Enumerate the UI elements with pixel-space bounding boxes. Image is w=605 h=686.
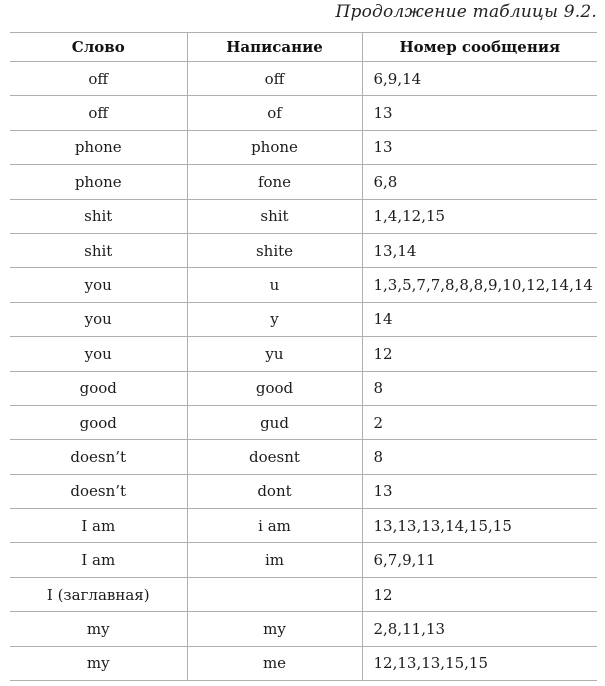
table-row bbox=[10, 371, 597, 405]
spelling-cell: yu bbox=[187, 337, 362, 371]
spelling-cell: phone bbox=[187, 130, 362, 164]
messages-cell: 6,7,9,11 bbox=[362, 543, 597, 577]
messages-cell: 13 bbox=[362, 96, 597, 130]
table-row bbox=[10, 62, 597, 96]
messages-cell: 8 bbox=[362, 371, 597, 405]
messages-cell: 13,14 bbox=[362, 233, 597, 267]
table-row bbox=[10, 337, 597, 371]
table-row bbox=[10, 440, 597, 474]
messages-cell: 14 bbox=[362, 302, 597, 336]
spelling-cell: y bbox=[187, 302, 362, 336]
column-header-word: Слово bbox=[10, 33, 187, 62]
messages-cell: 12,13,13,15,15 bbox=[362, 646, 597, 680]
spelling-cell: dont bbox=[187, 474, 362, 508]
table-row bbox=[10, 543, 597, 577]
spelling-cell: off bbox=[187, 62, 362, 96]
table-header-row bbox=[10, 33, 597, 62]
spelling-cell: fone bbox=[187, 165, 362, 199]
table-row bbox=[10, 302, 597, 336]
column-header-spelling: Написание bbox=[187, 33, 362, 62]
table-row bbox=[10, 268, 597, 302]
word-cell: I am bbox=[10, 543, 187, 577]
table-row bbox=[10, 96, 597, 130]
word-cell: I (заглавная) bbox=[10, 577, 187, 611]
table-row bbox=[10, 509, 597, 543]
spelling-cell: i am bbox=[187, 509, 362, 543]
table-continuation-caption: Продолжение таблицы 9.2. bbox=[335, 2, 597, 22]
word-cell: phone bbox=[10, 130, 187, 164]
messages-cell: 13 bbox=[362, 474, 597, 508]
word-cell: you bbox=[10, 302, 187, 336]
word-cell: my bbox=[10, 612, 187, 646]
spelling-cell: u bbox=[187, 268, 362, 302]
spelling-cell bbox=[187, 577, 362, 611]
word-cell: phone bbox=[10, 165, 187, 199]
spelling-cell: of bbox=[187, 96, 362, 130]
messages-cell: 1,4,12,15 bbox=[362, 199, 597, 233]
messages-cell: 2 bbox=[362, 405, 597, 439]
table-row bbox=[10, 646, 597, 680]
messages-cell: 12 bbox=[362, 577, 597, 611]
spelling-cell: my bbox=[187, 612, 362, 646]
word-cell: doesn’t bbox=[10, 474, 187, 508]
messages-cell: 13 bbox=[362, 130, 597, 164]
table-row bbox=[10, 165, 597, 199]
word-cell: you bbox=[10, 337, 187, 371]
word-cell: doesn’t bbox=[10, 440, 187, 474]
messages-cell: 1,3,5,7,7,8,8,8,9,10,12,14,14 bbox=[362, 268, 597, 302]
table-row bbox=[10, 474, 597, 508]
word-cell: good bbox=[10, 405, 187, 439]
messages-cell: 12 bbox=[362, 337, 597, 371]
table-body bbox=[10, 62, 597, 681]
messages-cell: 6,9,14 bbox=[362, 62, 597, 96]
spelling-cell: good bbox=[187, 371, 362, 405]
table-row bbox=[10, 233, 597, 267]
word-cell: I am bbox=[10, 509, 187, 543]
table-row bbox=[10, 130, 597, 164]
spelling-cell: me bbox=[187, 646, 362, 680]
messages-cell: 8 bbox=[362, 440, 597, 474]
word-cell: good bbox=[10, 371, 187, 405]
word-cell: my bbox=[10, 646, 187, 680]
word-spelling-table bbox=[10, 32, 597, 681]
table-row bbox=[10, 577, 597, 611]
spelling-cell: shite bbox=[187, 233, 362, 267]
table-row bbox=[10, 612, 597, 646]
spelling-cell: gud bbox=[187, 405, 362, 439]
spelling-cell: shit bbox=[187, 199, 362, 233]
word-cell: shit bbox=[10, 233, 187, 267]
messages-cell: 6,8 bbox=[362, 165, 597, 199]
table-row bbox=[10, 405, 597, 439]
messages-cell: 2,8,11,13 bbox=[362, 612, 597, 646]
messages-cell: 13,13,13,14,15,15 bbox=[362, 509, 597, 543]
word-cell: you bbox=[10, 268, 187, 302]
word-cell: shit bbox=[10, 199, 187, 233]
spelling-cell: im bbox=[187, 543, 362, 577]
spelling-cell: doesnt bbox=[187, 440, 362, 474]
column-header-messages: Номер сообщения bbox=[362, 33, 597, 62]
table-row bbox=[10, 199, 597, 233]
word-cell: off bbox=[10, 62, 187, 96]
word-cell: off bbox=[10, 96, 187, 130]
